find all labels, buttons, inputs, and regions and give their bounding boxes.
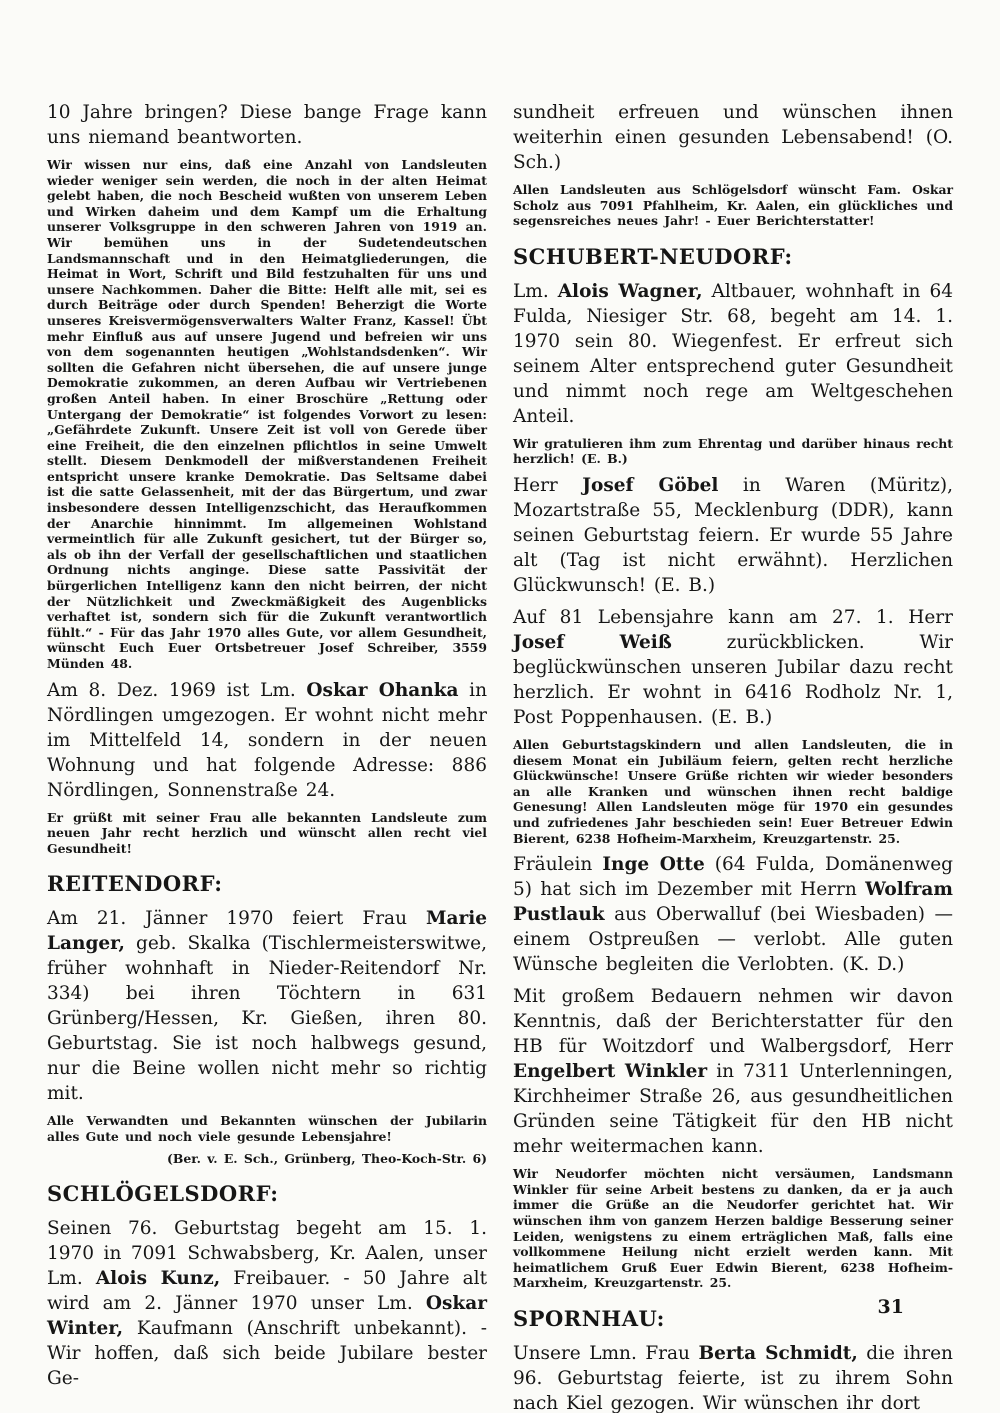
langer-birthday-notice: Am 21. Jänner 1970 feiert Frau Marie Langer, geb. Skalka (Tischlermeisterswitwe, früher wohnhaft in Nieder-Reitendorf Nr. 334) bei ihren Töchtern in 631 Grünberg/Hessen, Kr. Gießen, ihren 80. Geburtstag. Sie ist noch halbwegs gesund, nur die Beine wollen nicht mehr so richtig mit. <box>47 908 487 1105</box>
section-heading-reitendorf: REITENDORF: <box>47 871 223 897</box>
winkler-resignation-notice: Mit großem Bedauern nehmen wir davon Kenntnis, daß der Berichterstatter für den HB für Woitzdorf und Walbergsdorf, Herr Engelbert Winkler in 7311 Unterlenningen, Kirchheimer Straße 26, aus gesundheitlichen Gründen seine Tätigkeit für den HB nicht mehr weitermachen kann. <box>513 986 953 1158</box>
section-heading-schloegelsdorf: SCHLÖGELSDORF: <box>47 1181 279 1207</box>
bierent-greetings: Allen Geburtstagskindern und allen Landsleuten, die in diesem Monat ein Jubiläum feiern, gelten recht herzliche Glückwünsche! Unsere Grüße richten wir wieder besonders an alle Kranken und wünschen ihnen recht baldige Genesung! Allen Landsleuten möge für 1970 ein gesundes und zufriedenes Jahr beschieden sein! Euer Betreuer Edwin Bierent, 6238 Hofheim-Marxheim, Kreuzgartenstr. 25. <box>513 736 953 846</box>
section-heading-schubert-neudorf: SCHUBERT-NEUDORF: <box>513 243 793 269</box>
section-heading-spornhau: SPORNHAU: <box>513 1305 665 1331</box>
winkler-thanks: Wir Neudorfer möchten nicht versäumen, Landsmann Winkler für seine Arbeit bestens zu danken, da er ja auch immer die Grüße an die Neudorfer gerichtet hat. Wir wünschen ihm von ganzem Herzen baldige Besserung seiner Leiden, wenigstens zu einem erträglichen Maß, falls eine vollkommene Heilung nicht erzielt werden kann. Mit heimatlichem Gruß Euer Edwin Bierent, 6238 Hofheim-Marxheim, Kreuzgartenstr. 25. <box>513 1166 953 1291</box>
langer-wishes: Alle Verwandten und Bekannten wünschen der Jubilarin alles Gute und noch viele gesunde Lebensjahre! <box>47 1113 487 1144</box>
right-column <box>513 100 953 1413</box>
weiss-birthday-notice: Auf 81 Lebensjahre kann am 27. 1. Herr Josef Weiß zurückblicken. Wir beglückwünschen unseren Jubilar dazu recht herzlich. Er wohnt in 6416 Rodholz Nr. 1, Post Poppenhausen. (E. B.) <box>513 606 953 728</box>
langer-reporter-credit: (Ber. v. E. Sch., Grünberg, Theo-Koch-Str. 6) <box>167 1150 487 1166</box>
scholz-new-year-greeting: Allen Landsleuten aus Schlögelsdorf wünscht Fam. Oskar Scholz aus 7091 Pfahlheim, Kr. Aalen, ein glückliches und segensreiches neues Jahr! - Euer Berichterstatter! <box>513 182 953 229</box>
schmidt-birthday-notice: Unsere Lmn. Frau Berta Schmidt, die ihren 96. Geburtstag feierte, ist zu ihrem Sohn nach Kiel gezogen. Wir wünschen ihr dort <box>513 1342 953 1413</box>
wagner-birthday-notice: Lm. Alois Wagner, Altbauer, wohnhaft in 64 Fulda, Niesiger Str. 68, begeht am 14. 1. 1970 sein 80. Wiegenfest. Er erfreut sich seinem Alter entsprechend guter Gesundheit und nimmt noch rege am Weltgeschehen Anteil. <box>513 280 953 427</box>
goebel-birthday-notice: Herr Josef Göbel in Waren (Müritz), Mozartstraße 55, Mecklenburg (DDR), kann seinen Geburtstag feiern. Er wurde 55 Jahre alt (Tag ist nicht erwähnt). Herzlichen Glückwunsch! (E. B.) <box>513 474 953 596</box>
left-column <box>47 100 487 1413</box>
kunz-winter-birthday-notice: Seinen 76. Geburtstag begeht am 15. 1. 1970 in 7091 Schwabsberg, Kr. Aalen, unser Lm. Alois Kunz, Freibauer. - 50 Jahre alt wird am 2. Jänner 1970 unser Lm. Oskar Winter, Kaufmann (Anschrift unbekannt). - Wir hoffen, daß sich beide Jubilare bester Ge- <box>47 1218 488 1390</box>
intro-paragraph: 10 Jahre bringen? Diese bange Frage kann uns niemand beantworten. <box>47 102 487 148</box>
ortsbetreuer-note: Wir wissen nur eins, daß eine Anzahl von Landsleuten wieder weniger sein werden, die noch in der alten Heimat gelebt haben, die noch Bescheid wußten von unserem Leben und Wirken daheim und dem Kampf um die Erhaltung unserer Volksgruppe in den schweren Jahren von 1919 an. Wir bemühen uns in der Sudetendeutschen Landsmannschaft und in den Heimatgliederungen, die Heimat in Wort, Schrift und Bild festzuhalten für uns und unsere Nachkommen. Daher die Bitte: Helft alle mit, sei es durch Beiträge oder durch Spenden! Beherzigt die Worte unseres Kreisvermögensverwalters Walter Franz, Kassel! Übt mehr Einfluß aus auf unsere Jugend und befreien wir uns von dem sogenannten heutigen „Wohlstandsdenken“. Wir sollten die Gefahren nicht übersehen, die auf unsere junge Demokratie zukommen, an deren Aufbau wir Vertriebenen großen Anteil haben. In einer Broschüre „Rettung oder Untergang der Demokratie“ ist folgendes Vorwort zu lesen: „Gefährdete Zukunft. Unsere Zeit ist voll von Gerede über eine Freiheit, die den einzelnen pflichtlos in seine Umwelt stellt. Diesem Denkmodell der mißverstandenen Freiheit entspricht unsere kranke Demokratie. Das Seltsame dabei ist die satte Gelassenheit, mit der das Bürgertum, und zwar insbesondere dessen Intelligenzschicht, das Heraufkommen der Anarchie hinnimmt. Im allgemeinen Wohlstand vermeintlich für alle Zukunft gesichert, tut der Bürger so, als ob ihn der Verfall der gesellschaftlichen und staatlichen Ordnung nichts anginge. Diese satte Passivität der bürgerlichen Intelligenz kann den nicht beirren, der nicht der Nützlichkeit und Zweckmäßigkeit des Augenblicks verhaftet ist, sondern sich für die Zukunft verantwortlich fühlt.“ - Für das Jahr 1970 alles Gute, vor allem Gesundheit, wünscht Euch Euer Ortsbetreuer Josef Schreiber, 3559 Münden 48. <box>47 157 487 671</box>
ohanka-move-notice: Am 8. Dez. 1969 ist Lm. Oskar Ohanka in Nördlingen umgezogen. Er wohnt nicht mehr im Mittelfeld 14, sondern in der neuen Wohnung und hat folgende Adresse: 886 Nördlingen, Sonnenstraße 24. <box>47 679 487 801</box>
otte-engagement-notice: Fräulein Inge Otte (64 Fulda, Domänenweg 5) hat sich im Dezember mit Herrn Wolfram Pustlauk aus Oberwalluf (bei Wiesbaden) — einem Ostpreußen — verlobt. Alle guten Wünsche begleiten die Verlobten. (K. D.) <box>513 854 953 976</box>
page-number: 31 <box>877 1296 904 1318</box>
wagner-congratulation: Wir gratulieren ihm zum Ehrentag und darüber hinaus recht herzlich! (E. B.) <box>513 435 953 467</box>
ohanka-greeting: Er grüßt mit seiner Frau alle bekannten Landsleute zum neuen Jahr recht herzlich und wünscht allen recht viel Gesundheit! <box>47 809 487 856</box>
kunz-winter-continuation: sundheit erfreuen und wünschen ihnen weiterhin einen gesunden Lebensabend! (O. Sch.) <box>513 102 953 173</box>
